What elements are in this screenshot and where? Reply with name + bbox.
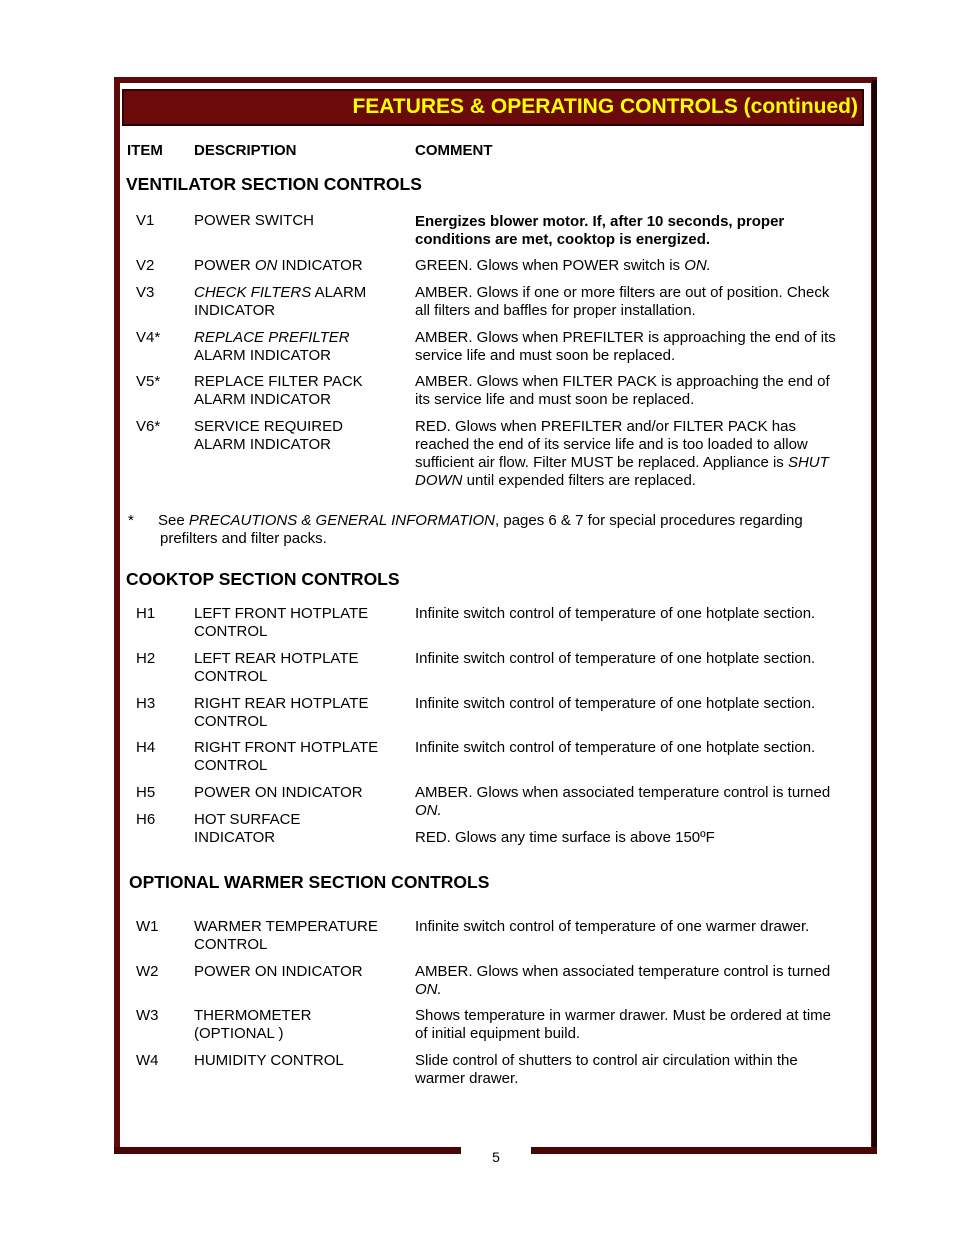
item-comment: AMBER. Glows when associated temperature control is turned ON. [415,784,831,819]
item-code: H4 [136,739,156,756]
item-code: H3 [136,695,156,712]
item-code: W3 [136,1007,159,1024]
frame-bottom-right [531,1147,877,1154]
section-title-ventilator: VENTILATOR SECTION CONTROLS [126,174,422,194]
item-description: WARMER TEMPERATURE CONTROL [194,918,378,953]
item-description: SERVICE REQUIRED ALARM INDICATOR [194,418,343,453]
item-description: POWER ON INDICATOR [194,257,363,274]
item-code: H1 [136,605,156,622]
item-comment: Infinite switch control of temperature of one hotplate section. [415,739,816,756]
item-description: RIGHT FRONT HOTPLATE CONTROL [194,739,379,774]
item-code: H5 [136,784,156,801]
item-description: REPLACE PREFILTER ALARM INDICATOR [194,329,350,364]
section-title-warmer: OPTIONAL WARMER SECTION CONTROLS [129,872,490,892]
item-comment: Infinite switch control of temperature of one hotplate section. [415,695,816,712]
item-code: W2 [136,963,159,980]
item-code: V5* [136,373,161,390]
item-comment: RED. Glows any time surface is above 150ºF [415,829,715,846]
item-comment: GREEN. Glows when POWER switch is ON. [415,257,711,274]
item-description: POWER SWITCH [194,212,314,229]
item-comment: Slide control of shutters to control air circulation within the warmer drawer. [415,1052,798,1087]
column-header-description: DESCRIPTION [194,142,297,159]
item-comment: Energizes blower motor. If, after 10 seconds, proper conditions are met, cooktop is energized. [415,213,785,248]
item-description: POWER ON INDICATOR [194,963,363,980]
item-comment: AMBER. Glows when associated temperature control is turned ON. [415,963,831,998]
item-description: CHECK FILTERS ALARM INDICATOR [194,284,367,319]
item-comment: AMBER. Glows when PREFILTER is approaching the end of its service life and must soon be replaced. [415,329,836,364]
item-description: THERMOMETER (OPTIONAL ) [194,1007,312,1042]
section-title-cooktop: COOKTOP SECTION CONTROLS [126,569,400,589]
item-comment: AMBER. Glows when FILTER PACK is approaching the end of its service life and must soon be replaced. [415,373,830,408]
item-comment: Infinite switch control of temperature of one hotplate section. [415,650,816,667]
item-code: V6* [136,418,161,435]
item-comment: Shows temperature in warmer drawer. Must be ordered at time of initial equipment build. [415,1007,832,1042]
item-comment: AMBER. Glows if one or more filters are out of position. Check all filters and baffles for proper installation. [415,284,830,319]
item-code: W4 [136,1052,159,1069]
item-comment: Infinite switch control of temperature of one warmer drawer. [415,918,810,935]
item-code: H6 [136,811,156,828]
item-code: W1 [136,918,159,935]
item-code: V2 [136,257,155,274]
column-header-item: ITEM [127,142,163,159]
item-code: V1 [136,212,155,229]
item-description: HOT SURFACE INDICATOR [194,811,301,846]
item-description: LEFT REAR HOTPLATE CONTROL [194,650,359,685]
item-description: HUMIDITY CONTROL [194,1052,344,1069]
item-code: V3 [136,284,155,301]
item-code: V4* [136,329,161,346]
item-description: POWER ON INDICATOR [194,784,363,801]
page-title: FEATURES & OPERATING CONTROLS (continued) [352,95,858,118]
item-code: H2 [136,650,156,667]
item-comment: Infinite switch control of temperature of one hotplate section. [415,605,816,622]
item-comment: RED. Glows when PREFILTER and/or FILTER PACK has reached the end of its service life and is too loaded to allow sufficient air flow. Filter MUST be replaced. Appliance is SHUT DOWN until expended filters are replaced. [415,418,829,489]
column-header-comment: COMMENT [415,142,493,159]
item-description: REPLACE FILTER PACK ALARM INDICATOR [194,373,363,408]
frame-shadow [872,80,877,1154]
page-number: 5 [492,1149,500,1165]
item-description: LEFT FRONT HOTPLATE CONTROL [194,605,369,640]
header-bar [122,89,864,126]
item-description: RIGHT REAR HOTPLATE CONTROL [194,695,369,730]
frame-bottom-left [114,1147,461,1154]
